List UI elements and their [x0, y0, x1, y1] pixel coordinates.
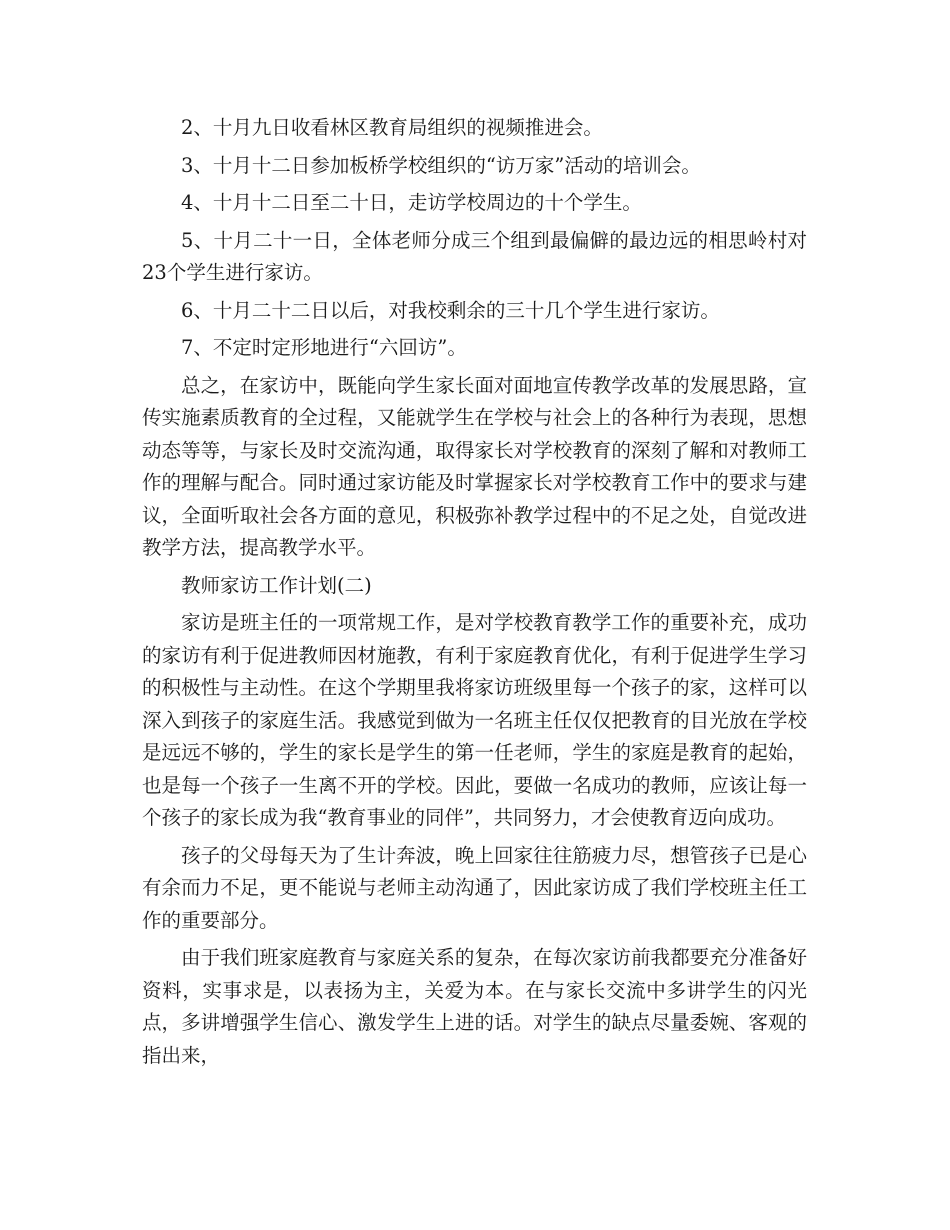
document-body	[142, 112, 807, 1077]
plan-item-4: 4、十月十二日至二十日，走访学校周边的十个学生。	[181, 191, 642, 214]
plan-item-5: 5、十月二十一日，全体老师分成三个组到最偏僻的最边远的相思岭村对23个学生进行家访。	[142, 228, 807, 284]
plan-item-2: 2、十月九日收看林区教育局组织的视频推进会。	[181, 116, 603, 139]
plan-item-7: 7、不定时定形地进行“六回访”。	[181, 336, 467, 359]
body-paragraph-1: 家访是班主任的一项常规工作，是对学校教育教学工作的重要补充，成功的家访有利于促进教师因材施教，有利于家庭教育优化，有利于促进学生学习的积极性与主动性。在这个学期里我将家访班级里每一个孩子的家，这样可以深入到孩子的家庭生活。我感觉到做为一名班主任仅仅把教育的目光放在学校是远远不够的，学生的家长是学生的第一任老师，学生的家庭是教育的起始，也是每一个孩子一生离不开的学校。因此，要做一名成功的教师，应该让每一个孩子的家长成为我“教育事业的同伴”，共同努力，才会使教育迈向成功。	[142, 611, 807, 829]
section-heading: 教师家访工作计划(二)	[181, 573, 372, 597]
plan-item-6: 6、十月二十二日以后，对我校剩余的三十几个学生进行家访。	[181, 298, 720, 322]
summary-paragraph: 总之，在家访中，既能向学生家长面对面地宣传教学改革的发展思路，宣传实施素质教育的全过程，又能就学生在学校与社会上的各种行为表现，思想动态等等，与家长及时交流沟通，取得家长对学校教育的深刻了解和对教师工作的理解与配合。同时通过家访能及时掌握家长对学校教育工作中的要求与建议，全面听取社会各方面的意见，积极弥补教学过程中的不足之处，自觉改进教学方法，提高教学水平。	[142, 373, 807, 559]
body-paragraph-3: 由于我们班家庭教育与家庭关系的复杂，在每次家访前我都要充分准备好资料，实事求是，以表扬为主，关爱为本。在与家长交流中多讲学生的闪光点，多讲增强学生信心、激发学生上进的话。对学生的缺点尽量委婉、客观的指出来，	[142, 946, 807, 1067]
body-paragraph-2: 孩子的父母每天为了生计奔波，晚上回家往往筋疲力尽，想管孩子已是心有余而力不足，更不能说与老师主动沟通了，因此家访成了我们学校班主任工作的重要部分。	[142, 843, 807, 932]
plan-item-3: 3、十月十二日参加板桥学校组织的“访万家”活动的培训会。	[181, 153, 701, 177]
